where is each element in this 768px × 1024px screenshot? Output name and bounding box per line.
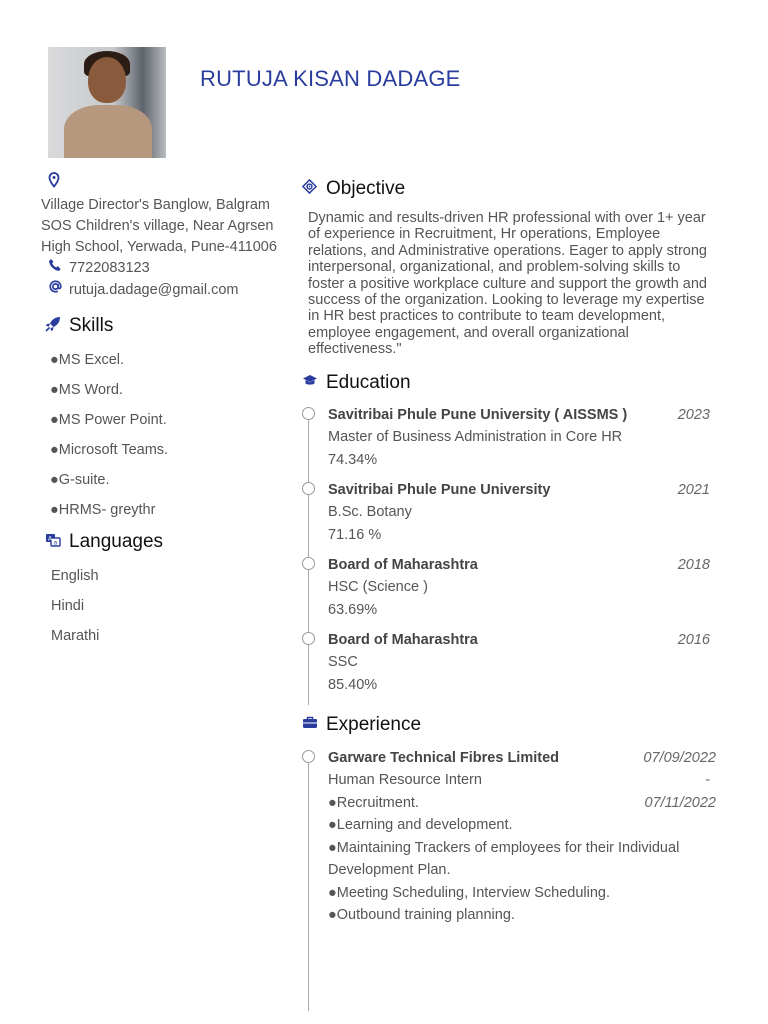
- education-heading: [302, 370, 732, 396]
- location-pin-icon: [48, 172, 60, 193]
- score: 85.40%: [328, 676, 378, 693]
- briefcase-icon: [302, 716, 318, 734]
- duty-item: ●Meeting Scheduling, Interview Scheduling.: [328, 884, 611, 901]
- degree: Master of Business Administration in Core HR: [328, 429, 623, 446]
- languages-heading: [41, 527, 281, 557]
- timeline-dot: [302, 750, 315, 763]
- skills-list: [41, 345, 281, 525]
- education-entry: [302, 554, 732, 629]
- graduation-cap-icon: [302, 374, 318, 392]
- list-item: Marathi: [51, 628, 100, 644]
- end-date: 07/11/2022: [644, 794, 716, 811]
- date-separator: -: [705, 772, 710, 789]
- svg-text:a: a: [53, 539, 58, 546]
- duty-item: ●Outbound training planning.: [328, 907, 515, 924]
- education-year: 2021: [677, 481, 710, 498]
- education-entry: [302, 404, 732, 479]
- job-role: Human Resource Intern: [328, 772, 482, 789]
- list-item: Hindi: [51, 598, 85, 614]
- education-year: 2023: [677, 406, 710, 423]
- list-item: ●MS Word.: [50, 382, 123, 398]
- education-timeline: [302, 404, 732, 699]
- duty-item: ●Recruitment.: [328, 794, 419, 811]
- phone-row: [41, 258, 281, 279]
- at-icon: [47, 279, 63, 301]
- score: 71.16 %: [328, 526, 382, 543]
- institution-name: Board of Maharashtra: [328, 556, 478, 573]
- institution-name: Board of Maharashtra: [328, 631, 478, 648]
- list-item: ●MS Excel.: [50, 352, 125, 368]
- languages-title: Languages: [69, 531, 164, 552]
- svg-text:A: A: [48, 535, 53, 542]
- duty-item: ●Maintaining Trackers of employees for their Individual Development Plan.: [328, 839, 680, 879]
- candidate-name: RUTUJA KISAN DADAGE: [200, 66, 461, 91]
- education-entry: [302, 629, 732, 699]
- address: Village Director's Banglow, Balgram SOS Children's village, Near Agrsen High School, Yerwada, Pune-411006: [41, 197, 277, 255]
- phone-number: 7722083123: [69, 260, 150, 276]
- score: 74.34%: [328, 451, 378, 468]
- translate-icon: [45, 532, 61, 553]
- institution-name: Savitribai Phule Pune University: [328, 481, 551, 498]
- profile-photo: [48, 47, 166, 158]
- degree: HSC (Science ): [328, 579, 428, 596]
- degree: B.Sc. Botany: [328, 504, 412, 521]
- objective-heading: [302, 176, 732, 202]
- education-year: 2016: [677, 631, 710, 648]
- education-year: 2018: [677, 556, 710, 573]
- experience-title: Experience: [326, 713, 422, 735]
- rocket-icon: [45, 316, 61, 337]
- experience-entry: [302, 747, 732, 927]
- education-entry: [302, 479, 732, 554]
- degree: SSC: [328, 654, 358, 671]
- list-item: English: [51, 568, 99, 584]
- company-name: Garware Technical Fibres Limited: [328, 749, 560, 766]
- left-column: [41, 172, 281, 651]
- list-item: ●G-suite.: [50, 472, 110, 488]
- timeline-dot: [302, 407, 315, 420]
- email-address[interactable]: rutuja.dadage@gmail.com: [69, 281, 239, 298]
- list-item: ●Microsoft Teams.: [50, 442, 169, 458]
- timeline-dot: [302, 557, 315, 570]
- objective-title: Objective: [326, 178, 406, 199]
- right-column: [302, 176, 732, 1011]
- target-icon: [302, 179, 318, 199]
- start-date: 07/09/2022: [643, 749, 716, 766]
- objective-text: Dynamic and results-driven HR professional with over 1+ year of experience in Recruitment, Hr operations, Employee relations, and Administrative operations. Eager to apply strong interpersonal, organizational, and problem-solving skills to foster a positive workplace culture and support the growth and success of the organization. Looking to leverage my expertise in HR best practices to contribute to team development, employee engagement, and overall organizational effectiveness.": [308, 210, 707, 358]
- score: 63.69%: [328, 601, 378, 618]
- list-item: ●MS Power Point.: [50, 412, 167, 428]
- institution-name: Savitribai Phule Pune University ( AISSMS ): [328, 406, 628, 423]
- skills-heading: [41, 311, 281, 341]
- experience-heading: [302, 712, 732, 738]
- education-title: Education: [326, 371, 411, 393]
- timeline-dot: [302, 632, 315, 645]
- languages-list: [41, 561, 281, 651]
- list-item: ●HRMS- greythr: [50, 502, 156, 518]
- phone-icon: [47, 258, 63, 279]
- email-row: [41, 279, 281, 301]
- duty-item: ●Learning and development.: [328, 817, 513, 834]
- experience-timeline: [302, 747, 732, 1011]
- skills-title: Skills: [69, 315, 114, 336]
- timeline-dot: [302, 482, 315, 495]
